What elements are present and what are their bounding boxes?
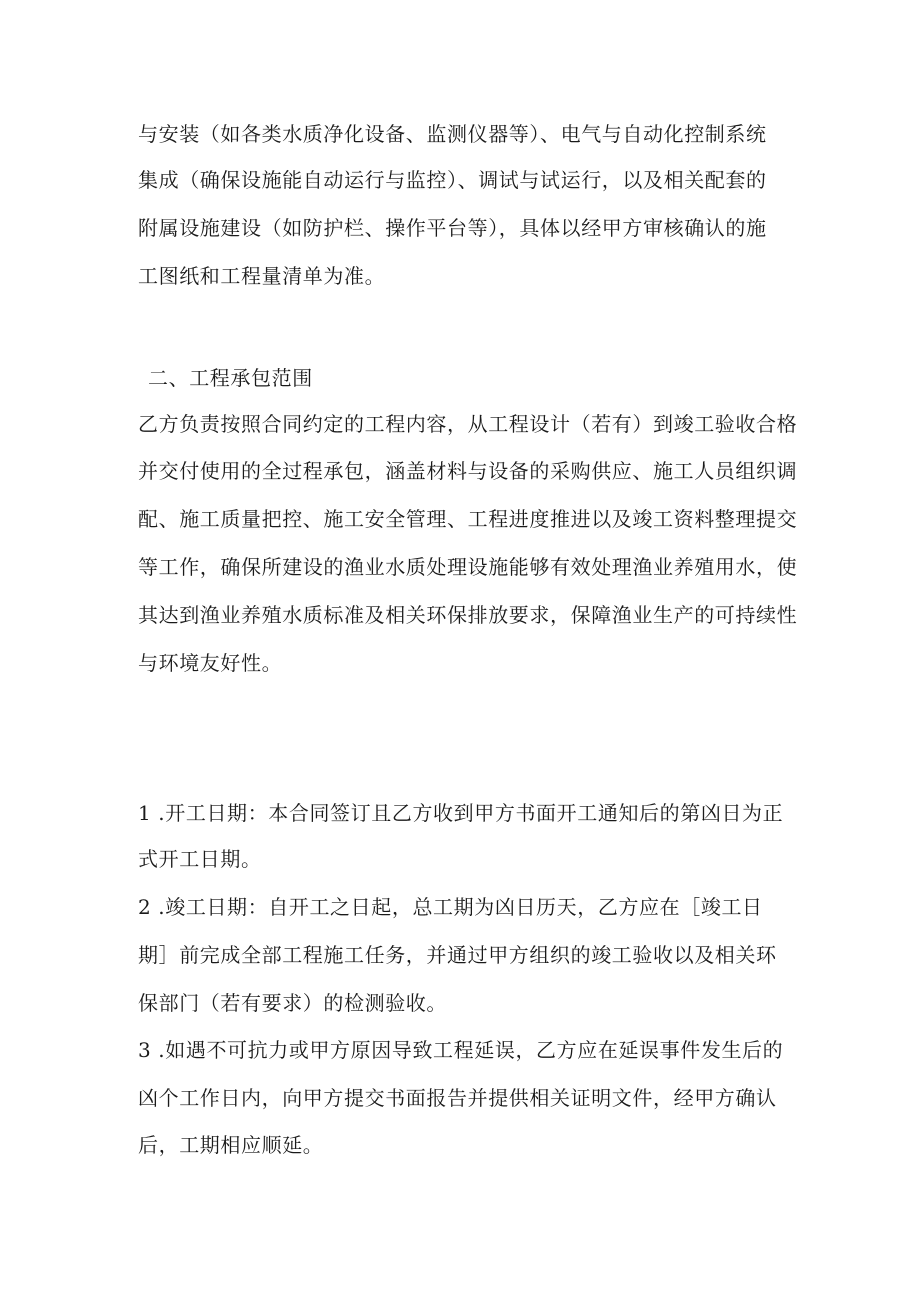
- intro-line-1: 与安装（如各类水质净化设备、监测仪器等）、电气与自动化控制系统: [138, 122, 767, 146]
- item-2-line-1: 2 .竣工日期：自开工之日起，总工期为凶日历天，乙方应在［竣工日: [138, 895, 763, 919]
- item-3-line-3: 后，工期相应顺延。: [138, 1133, 324, 1157]
- section-two-line-4: 等工作，确保所建设的渔业水质处理设施能够有效处理渔业养殖用水，使: [138, 555, 798, 579]
- section-two-line-3: 配、施工质量把控、施工安全管理、工程进度推进以及竣工资料整理提交: [138, 507, 798, 531]
- section-two-line-6: 与环境友好性。: [138, 651, 283, 675]
- item-1-line-1: 1 .开工日期：本合同签订且乙方收到甲方书面开工通知后的第凶日为正: [138, 801, 784, 825]
- intro-line-4: 工图纸和工程量清单为准。: [138, 264, 386, 288]
- item-3-line-2: 凶个工作日内，向甲方提交书面报告并提供相关证明文件，经甲方确认: [138, 1086, 777, 1110]
- section-two-line-1: 乙方负责按照合同约定的工程内容，从工程设计（若有）到竣工验收合格: [138, 412, 798, 436]
- item-3-line-1: 3 .如遇不可抗力或甲方原因导致工程延误，乙方应在延误事件发生后的: [138, 1038, 784, 1062]
- section-two-line-2: 并交付使用的全过程承包，涵盖材料与设备的采购供应、施工人员组织调: [138, 459, 798, 483]
- intro-line-2: 集成（确保设施能自动运行与监控）、调试与试运行，以及相关配套的: [138, 168, 767, 192]
- item-1-line-2: 式开工日期。: [138, 847, 262, 871]
- item-2-line-3: 保部门（若有要求）的检测验收。: [138, 991, 447, 1015]
- intro-line-3: 附属设施建设（如防护栏、操作平台等），具体以经甲方审核确认的施: [138, 216, 767, 240]
- section-two-heading: 二、工程承包范围: [148, 366, 313, 390]
- section-two-line-5: 其达到渔业养殖水质标准及相关环保排放要求，保障渔业生产的可持续性: [138, 603, 798, 627]
- item-2-line-2: 期］前完成全部工程施工任务，并通过甲方组织的竣工验收以及相关环: [138, 943, 777, 967]
